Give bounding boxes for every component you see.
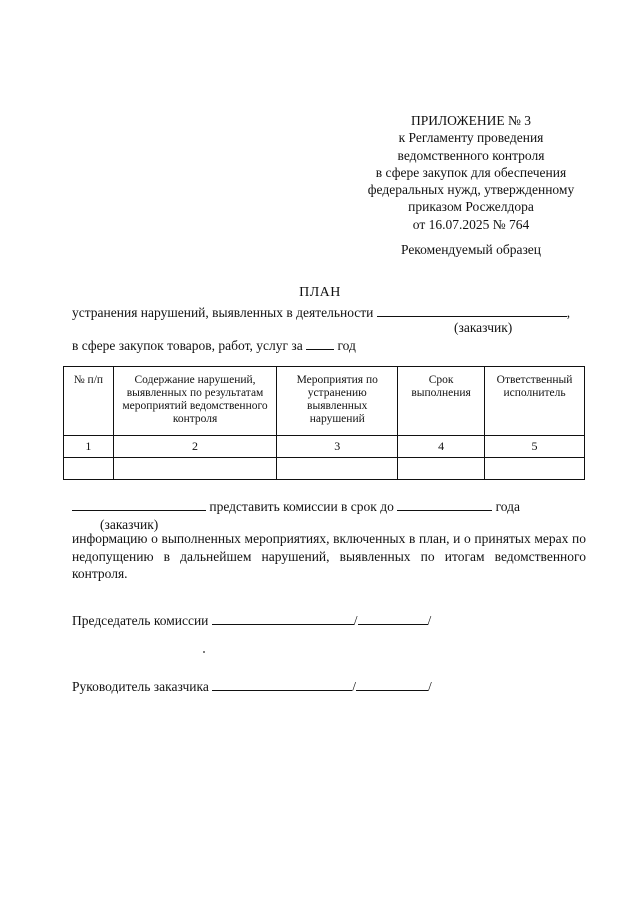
table-cell[interactable] bbox=[64, 458, 114, 480]
chair-label: Председатель комиссии bbox=[72, 613, 209, 628]
column-number: 1 bbox=[64, 436, 114, 458]
head-signature-blank[interactable] bbox=[212, 678, 352, 691]
submit-text: представить комиссии в срок до bbox=[209, 499, 394, 514]
chair-signature-line bbox=[72, 612, 431, 629]
header-violations: Содержание нарушений, выявленных по результатам мероприятий ведомственного контроля bbox=[113, 367, 277, 436]
signature-separator: / bbox=[353, 613, 358, 628]
submitter-blank[interactable] bbox=[72, 498, 206, 511]
line1-comma: , bbox=[566, 305, 571, 320]
signature-end: / bbox=[428, 679, 432, 694]
head-label: Руководитель заказчика bbox=[72, 679, 209, 694]
signature-end: / bbox=[427, 613, 432, 628]
appendix-line: к Регламенту проведения bbox=[398, 130, 544, 146]
table-row bbox=[64, 458, 585, 480]
year-blank[interactable] bbox=[306, 337, 334, 350]
table-cell[interactable] bbox=[113, 458, 277, 480]
appendix-header bbox=[340, 112, 602, 233]
header-responsible: Ответственный исполнитель bbox=[485, 367, 585, 436]
submit-paragraph: информацию о выполненных мероприятиях, включенных в план, и о принятых мерах по недопущению в дальнейшем нарушений, выявленных по итогам ведомственного контроля. bbox=[72, 531, 586, 581]
column-number: 2 bbox=[113, 436, 277, 458]
head-name-blank[interactable] bbox=[356, 678, 428, 691]
appendix-line: ведомственного контроля bbox=[397, 147, 545, 163]
chair-signature-blank[interactable] bbox=[212, 612, 354, 625]
appendix-line: ПРИЛОЖЕНИЕ № 3 bbox=[410, 113, 532, 128]
plan-subject-line bbox=[72, 304, 570, 321]
plan-table bbox=[63, 366, 585, 480]
header-number: № п/п bbox=[64, 367, 114, 436]
deadline-blank[interactable] bbox=[397, 498, 492, 511]
table-cell[interactable] bbox=[485, 458, 585, 480]
header-measures: Мероприятия по устранению выявленных нарушений bbox=[277, 367, 398, 436]
table-header-row bbox=[64, 367, 585, 436]
table-cell[interactable] bbox=[398, 458, 485, 480]
column-number: 3 bbox=[277, 436, 398, 458]
document-title: ПЛАН bbox=[299, 285, 341, 300]
signature-separator: / bbox=[352, 679, 357, 694]
procurement-text: в сфере закупок товаров, работ, услуг за bbox=[72, 338, 303, 353]
submit-year-word: года bbox=[495, 499, 521, 514]
chair-name-blank[interactable] bbox=[358, 612, 428, 625]
appendix-line: федеральных нужд, утвержденному bbox=[367, 182, 575, 198]
column-number: 4 bbox=[398, 436, 485, 458]
submitter-hint: (заказчик) bbox=[100, 517, 159, 532]
appendix-line: приказом Росжелдора bbox=[408, 199, 534, 215]
header-deadline: Срок выполнения bbox=[398, 367, 485, 436]
appendix-line: в сфере закупок для обеспечения bbox=[375, 164, 567, 180]
table-number-row bbox=[64, 436, 585, 458]
sample-label: Рекомендуемый образец bbox=[400, 242, 541, 257]
table-cell[interactable] bbox=[277, 458, 398, 480]
year-word: год bbox=[337, 338, 356, 353]
customer-hint: (заказчик) bbox=[454, 320, 513, 335]
submit-line bbox=[72, 498, 520, 515]
procurement-year-line bbox=[72, 337, 356, 354]
customer-blank[interactable] bbox=[377, 304, 567, 317]
column-number: 5 bbox=[485, 436, 585, 458]
head-signature-line bbox=[72, 678, 432, 695]
scan-speck bbox=[203, 651, 205, 653]
appendix-line: от 16.07.2025 № 764 bbox=[412, 216, 530, 232]
plan-subject-text: устранения нарушений, выявленных в деятельности bbox=[72, 305, 374, 320]
